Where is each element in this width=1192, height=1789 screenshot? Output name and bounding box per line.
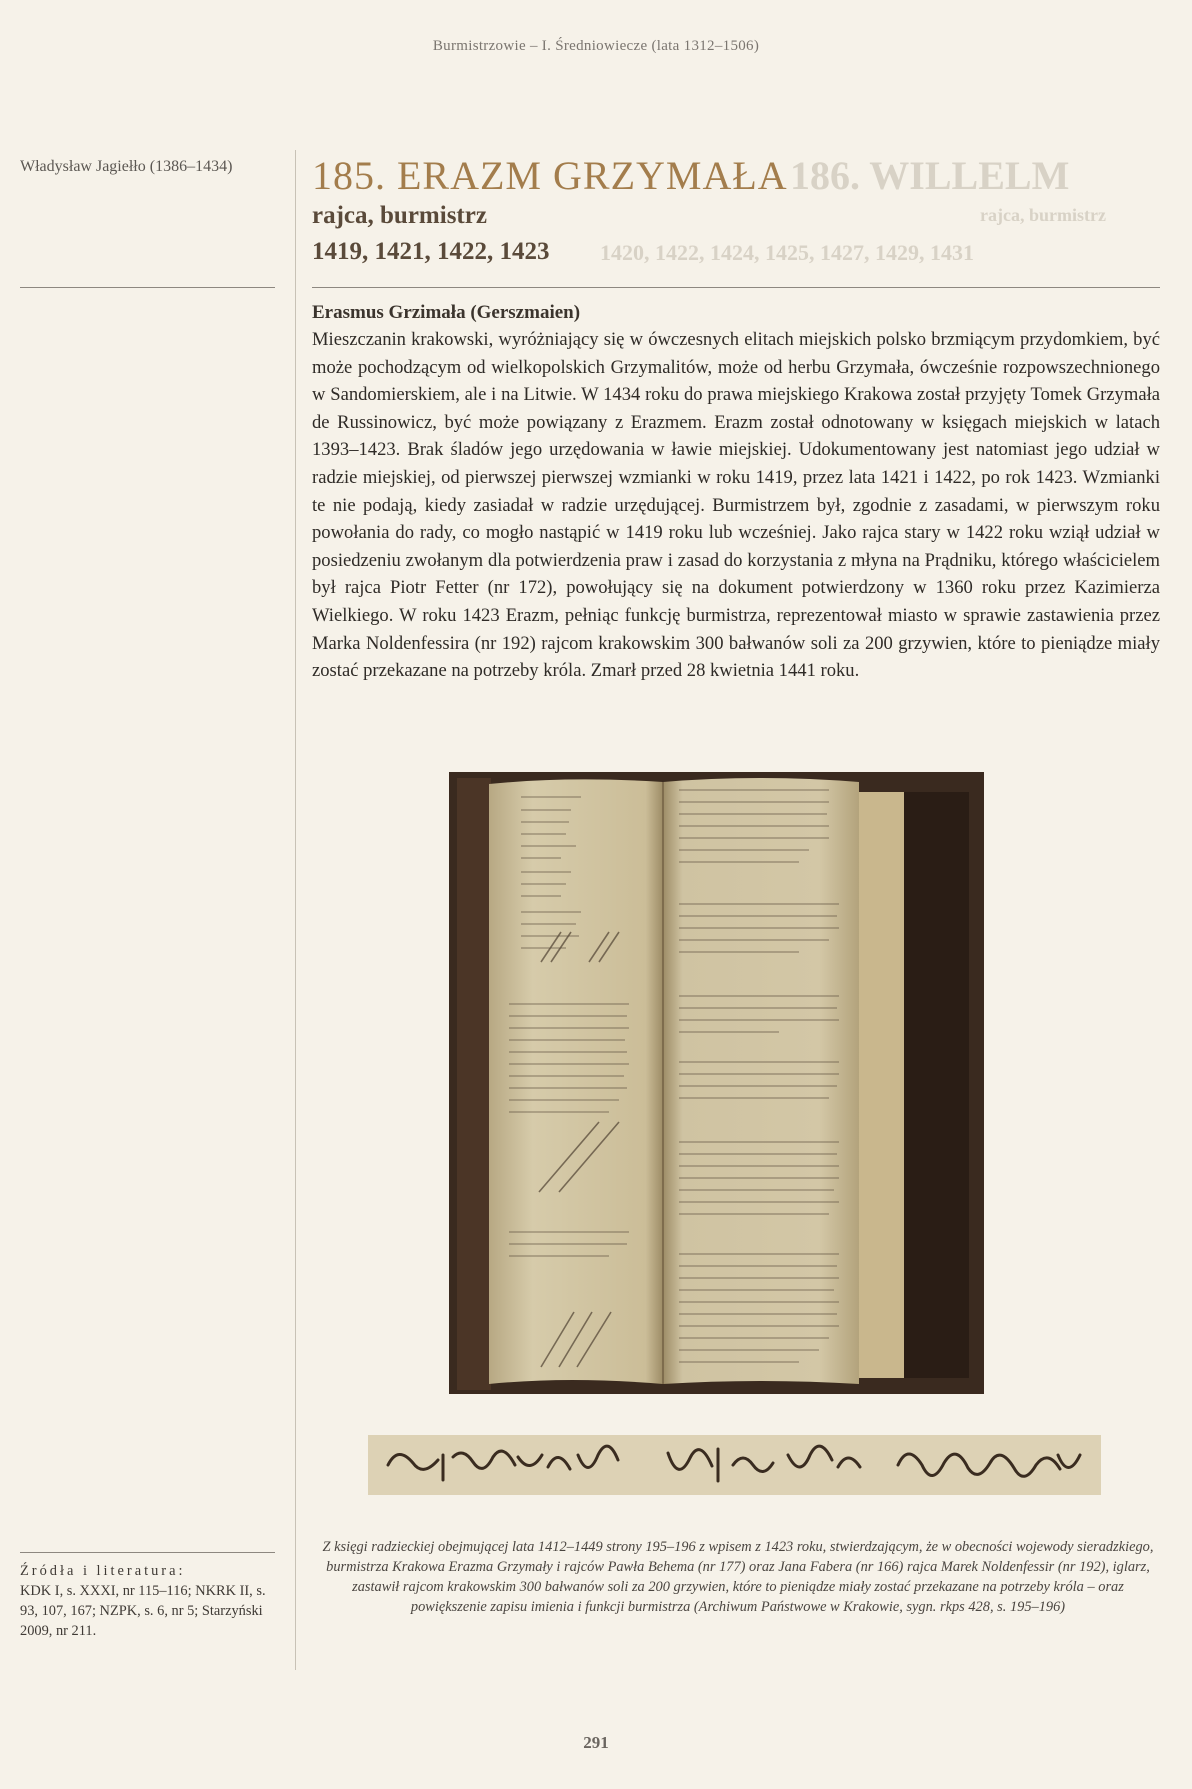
entry-title: 185. ERAZM GRZYMAŁA [312,153,788,198]
running-head: Burmistrzowie – I. Średniowiecze (lata 1312–1506) [432,38,760,54]
manuscript-photo [449,772,984,1394]
sources-block [20,1552,275,1641]
column-divider [295,150,296,1670]
page-number: 291 [583,1733,609,1752]
signature-enlargement [368,1435,1101,1495]
entry-years: 1419, 1421, 1422, 1423 [312,238,550,265]
title-rule [312,287,1160,288]
reign-label: Władysław Jagiełło (1386–1434) [20,158,233,175]
figure-caption: Z księgi radzieckiej obejmującej lata 1412–1449 strony 195–196 z wpisem z 1423 roku, stwierdzającym, że w obecności wojewody sieradzkiego, burmistrza Krakowa Erazma Grzymały i rajców Pawła Behema (nr 177) oraz Jana Fabera (nr 166) rajca Marek Noldenfessir (nr 192), iglarz, zastawił rajcom krakowskim 300 bałwanów soli za 200 grzywien, które to pieniądze miały zostać przekazane na potrzeby króla – oraz powiększenie zapisu imienia i funkcji burmistrza (Archiwum Państwowe w Krakowie, sygn. rkps 428, s. 195–196) [322,1539,1154,1615]
latin-name: Erasmus Grzimała (Gerszmaien) [312,302,581,323]
bleed-through-years: 1420, 1422, 1424, 1425, 1427, 1429, 1431 [600,240,974,265]
bleed-through-role: rajca, burmistrz [980,205,1106,225]
entry-role: rajca, burmistrz [312,202,487,229]
sources-text: KDK I, s. XXXI, nr 115–116; NKRK II, s. 93, 107, 167; NZPK, s. 6, nr 5; Starzyński 2009, nr 211. [20,1583,266,1639]
left-rule [20,287,275,288]
biography-text: Mieszczanin krakowski, wyróżniający się w ówczesnych elitach miejskich polsko brzmiącym przydomkiem, być może pochodzącym od wielkopolskich Grzymalitów, może od herbu Grzymała, ówcześnie rozpowszechnionego w Sandomierskiem, ale i na Litwie. W 1434 roku do prawa miejskiego Krakowa został przyjęty Tomek Grzymała de Russinowicz, być może powiązany z Erazmem. Erazm został odnotowany w księgach miejskich w latach 1393–1423. Brak śladów jego urzędowania w ławie miejskiej. Udokumentowany jest natomiast jego udział w radzie miejskiej, od pierwszej pierwszej wzmianki w roku 1419, przez lata 1421 i 1422, po rok 1423. Wzmianki te nie podają, kiedy zasiadał w radzie urzędującej. Burmistrzem był, zgodnie z zasadami, w pierwszym roku powołania do rady, co mogło nastąpić w 1419 roku lub wcześniej. Jako rajca stary w 1422 roku wziął udział w posiedzeniu zwołanym dla potwierdzenia praw i zasad do korzystania z młyna na Prądniku, którego właścicielem był rajca Piotr Fetter (nr 172), powołujący się na dokument potwierdzony w 1360 roku przez Kazimierza Wielkiego. W roku 1423 Erazm, pełniąc funkcję burmistrza, reprezentował miasto w sprawie zastawienia przez Marka Noldenfessira (nr 192) rajcom krakowskim 300 bałwanów soli za 200 grzywien, które to pieniądze miały zostać przekazane na potrzeby króla. Zmarł przed 28 kwietnia 1441 roku. [312,329,1160,682]
entry-body [312,302,1160,685]
left-column [20,158,275,176]
bleed-through-title: 186. WILLELM [790,153,1070,198]
sources-heading: Źródła i literatura: [20,1563,186,1579]
